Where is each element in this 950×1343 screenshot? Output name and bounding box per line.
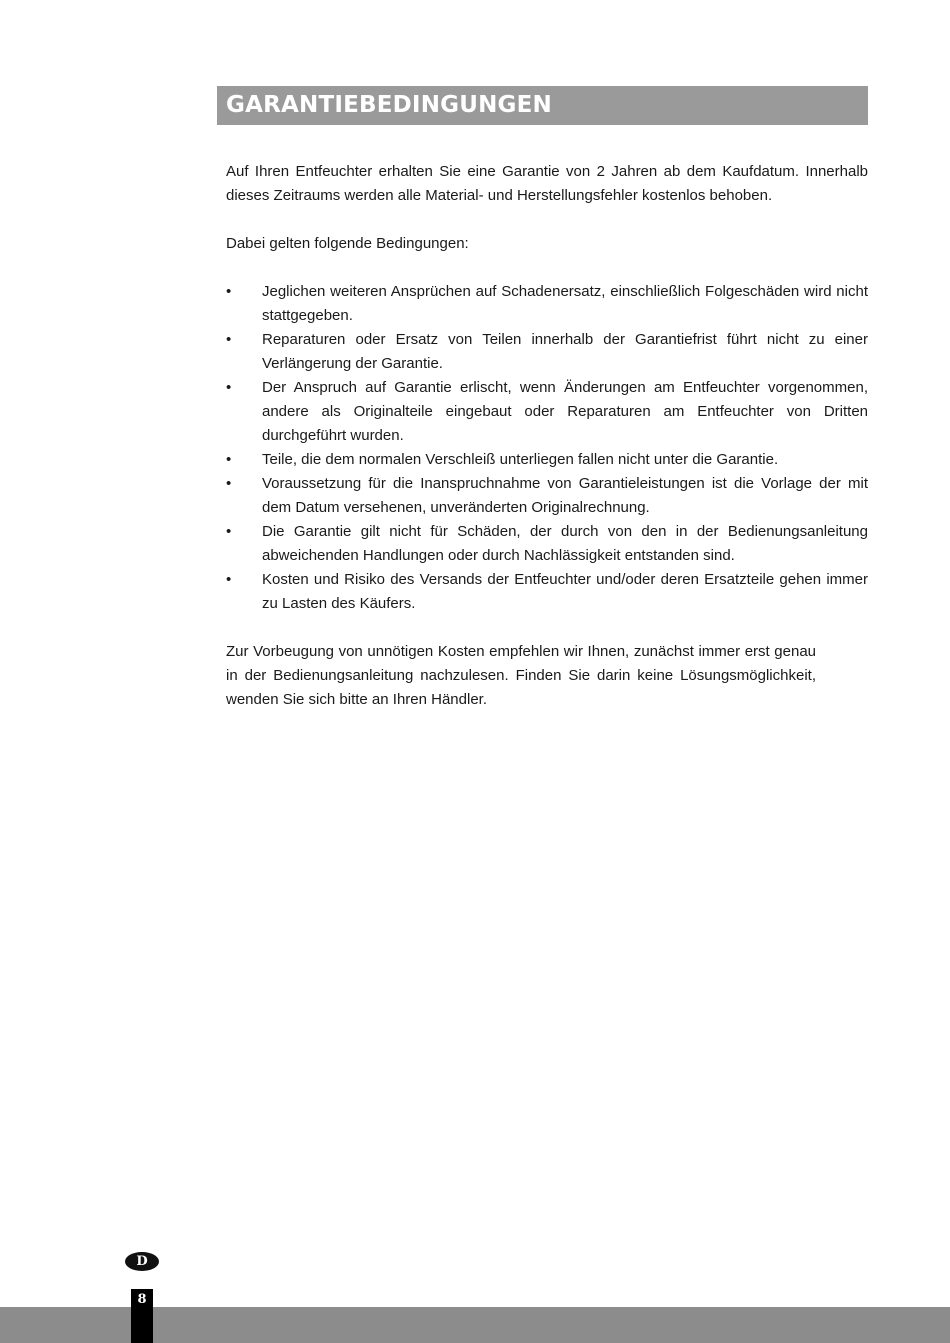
bullet-icon: •	[226, 283, 232, 300]
condition-item	[226, 568, 868, 616]
conditions-intro: Dabei gelten folgende Bedingungen:	[226, 235, 469, 252]
bullet-icon: •	[226, 571, 232, 588]
condition-text: Teile, die dem normalen Verschleiß unterliegen fallen nicht unter die Garantie.	[262, 451, 779, 468]
condition-item	[226, 448, 868, 472]
conditions-list	[226, 280, 868, 616]
condition-item	[226, 472, 868, 520]
bullet-icon: •	[226, 331, 232, 348]
condition-text: Der Anspruch auf Garantie erlischt, wenn Änderungen am Entfeuchter vorgenommen, andere als Originalteile eingebaut oder Reparaturen am Entfeuchter von Dritten durchgeführt wurden.	[262, 379, 868, 444]
section-heading-bar	[217, 86, 868, 125]
intro-paragraph: Auf Ihren Entfeuchter erhalten Sie eine Garantie von 2 Jahren ab dem Kaufdatum. Innerhalb dieses Zeitraums werden alle Material- und Herstellungsfehler kostenlos behoben.	[226, 163, 868, 204]
condition-item	[226, 280, 868, 328]
bullet-icon: •	[226, 523, 232, 540]
condition-text: Reparaturen oder Ersatz von Teilen innerhalb der Garantiefrist führt nicht zu einer Verlängerung der Garantie.	[262, 331, 868, 372]
bullet-icon: •	[226, 379, 232, 396]
condition-text: Jeglichen weiteren Ansprüchen auf Schadenersatz, einschließlich Folgeschäden wird nicht stattgegeben.	[262, 283, 868, 324]
bullet-icon: •	[226, 475, 232, 492]
page-number: 8	[137, 1292, 147, 1307]
language-badge: D	[125, 1252, 159, 1271]
condition-text: Die Garantie gilt nicht für Schäden, der durch von den in der Bedienungsanleitung abweichenden Handlungen oder durch Nachlässigkeit entstanden sind.	[262, 523, 868, 564]
page-title: GARANTIEBEDINGUNGEN	[226, 92, 552, 118]
bullet-icon: •	[226, 451, 232, 468]
condition-item	[226, 376, 868, 448]
condition-text: Voraussetzung für die Inanspruchnahme von Garantieleistungen ist die Vorlage der mit dem Datum versehenen, unveränderten Originalrechnung.	[262, 475, 868, 516]
condition-item	[226, 328, 868, 376]
closing-paragraph: Zur Vorbeugung von unnötigen Kosten empfehlen wir Ihnen, zunächst immer erst genau in der Bedienungsanleitung nachzulesen. Finden Sie darin keine Lösungsmöglichkeit, wenden Sie sich bitte an Ihren Händler.	[226, 643, 816, 708]
page-number-tab	[131, 1289, 153, 1343]
condition-text: Kosten und Risiko des Versands der Entfeuchter und/oder deren Ersatzteile gehen immer zu Lasten des Käufers.	[262, 571, 868, 612]
document-body	[226, 160, 868, 712]
condition-item	[226, 520, 868, 568]
